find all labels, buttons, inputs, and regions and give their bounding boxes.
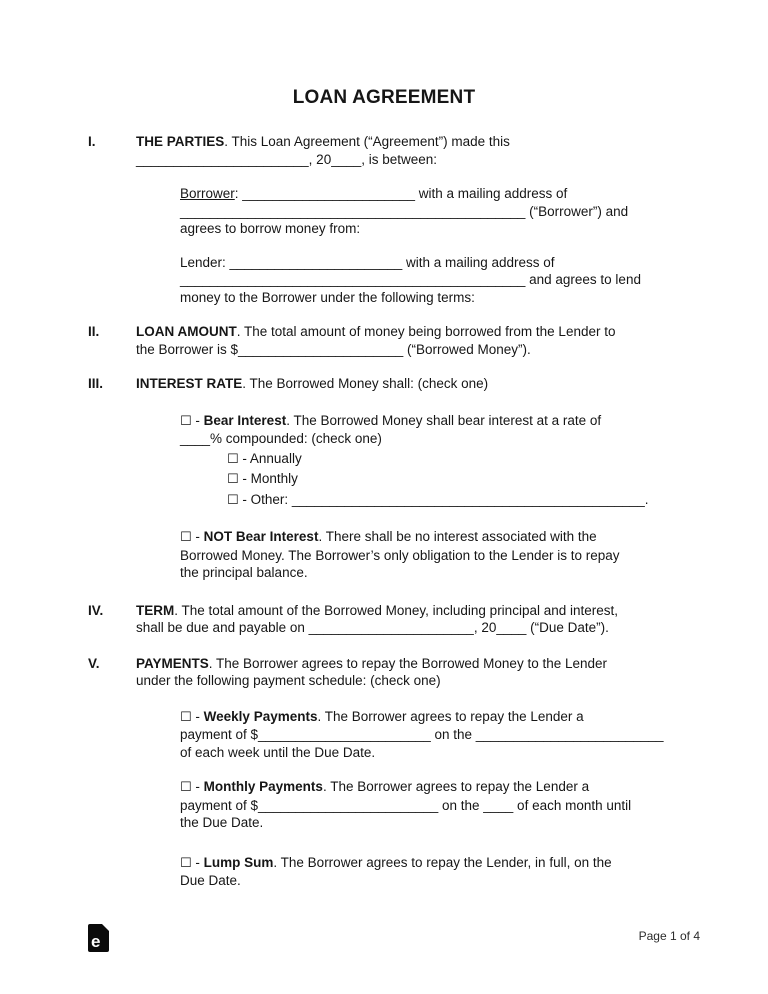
- section-payments-heading: PAYMENTS: [136, 655, 209, 671]
- annually-label: - Annually: [238, 450, 302, 466]
- lump-sum-checkbox[interactable]: ☐: [180, 855, 192, 871]
- interest-rate-text: . The Borrowed Money shall: (check one): [242, 376, 489, 391]
- section-parties-numeral: I.: [88, 134, 96, 149]
- not-bear-interest-line-3: the principal balance.: [180, 565, 308, 580]
- borrower-name-blank-line: : _______________________ with a mailing address of: [234, 186, 568, 201]
- monthly-checkbox[interactable]: ☐: [227, 472, 239, 487]
- other-label-blank-line: - Other: _______________________________________________.: [238, 491, 649, 507]
- monthly-payments-label: Monthly Payments: [203, 779, 323, 794]
- page-indicator: Page 1 of 4: [638, 929, 700, 943]
- loan-amount-text: . The total amount of money being borrowed from the Lender to: [236, 324, 616, 339]
- option-monthly: [227, 470, 680, 489]
- document-title: LOAN AGREEMENT: [292, 87, 476, 108]
- not-bear-interest-text: . There shall be no interest associated with the: [318, 529, 597, 544]
- bear-interest-checkbox[interactable]: ☐: [180, 413, 192, 429]
- weekly-payments-line-3: of each week until the Due Date.: [180, 744, 376, 760]
- bear-interest-option: [180, 412, 680, 510]
- section-parties-heading: THE PARTIES: [136, 134, 225, 149]
- not-bear-interest-label: NOT Bear Interest: [203, 529, 319, 544]
- monthly-payments-option: [180, 778, 680, 832]
- separator: -: [191, 412, 204, 428]
- section-interest-rate-heading: INTEREST RATE: [136, 376, 243, 391]
- lender-clause-line-3: money to the Borrower under the following terms:: [180, 289, 475, 305]
- weekly-payments-checkbox[interactable]: ☐: [180, 709, 192, 725]
- parties-date-blank-line: _______________________, 20____, is between:: [136, 151, 438, 167]
- weekly-payment-blank-line: payment of $_______________________ on the _________________________: [180, 727, 664, 742]
- lender-name-blank-line: Lender: _______________________ with a mailing address of: [180, 254, 555, 270]
- monthly-label: - Monthly: [238, 471, 298, 486]
- bear-interest-label: Bear Interest: [203, 412, 287, 428]
- monthly-payments-text: . The Borrower agrees to repay the Lender a: [322, 779, 590, 794]
- not-bear-interest-checkbox[interactable]: ☐: [180, 530, 192, 545]
- section-parties: [88, 133, 680, 306]
- section-term-heading: TERM: [136, 602, 175, 618]
- annually-checkbox[interactable]: ☐: [227, 451, 239, 467]
- not-bear-interest-line-2: Borrowed Money. The Borrower’s only obligation to the Lender is to repay: [180, 547, 620, 563]
- lump-sum-text: . The Borrower agrees to repay the Lender, in full, on the: [273, 854, 612, 870]
- other-checkbox[interactable]: ☐: [227, 492, 239, 508]
- lender-address-blank-line: ______________________________________________ and agrees to lend: [180, 272, 641, 287]
- term-text: . The total amount of the Borrowed Money, including principal and interest,: [174, 602, 619, 618]
- parties-intro-text: . This Loan Agreement (“Agreement”) made this: [224, 134, 510, 149]
- separator: -: [191, 779, 204, 794]
- section-term: [88, 602, 680, 637]
- section-payments-numeral: V.: [88, 655, 100, 671]
- lump-sum-label: Lump Sum: [203, 854, 274, 870]
- separator: -: [191, 708, 204, 724]
- option-other: [227, 491, 680, 510]
- monthly-payment-blank-line: payment of $________________________ on the ____ of each month until: [180, 797, 632, 813]
- monthly-payments-line-3: the Due Date.: [180, 815, 264, 830]
- borrower-clause-line-3: agrees to borrow money from:: [180, 221, 361, 236]
- lump-sum-option: [180, 854, 680, 890]
- separator: -: [191, 529, 204, 544]
- borrower-clause: [180, 185, 680, 238]
- section-interest-rate: [88, 375, 680, 582]
- option-annually: [227, 450, 680, 469]
- section-interest-rate-numeral: III.: [88, 376, 104, 391]
- not-bear-interest-option: [180, 528, 680, 582]
- payments-line-2: under the following payment schedule: (check one): [136, 673, 441, 688]
- bear-interest-text: . The Borrowed Money shall bear interest at a rate of: [286, 412, 602, 428]
- monthly-payments-checkbox[interactable]: ☐: [180, 780, 192, 795]
- lender-clause: [180, 254, 680, 307]
- payments-text: . The Borrower agrees to repay the Borrowed Money to the Lender: [208, 655, 608, 671]
- borrower-label: Borrower: [180, 186, 235, 201]
- compounding-options: [227, 450, 680, 510]
- weekly-payments-text: . The Borrower agrees to repay the Lender a: [317, 708, 584, 724]
- weekly-payments-label: Weekly Payments: [203, 708, 318, 724]
- borrower-address-blank-line: ______________________________________________ (“Borrower”) and: [180, 203, 629, 219]
- lump-sum-line-2: Due Date.: [180, 873, 241, 888]
- loan-amount-blank-line: the Borrower is $______________________ (“Borrowed Money”).: [136, 341, 531, 357]
- section-term-numeral: IV.: [88, 602, 104, 618]
- eforms-logo-icon: [88, 924, 109, 952]
- due-date-blank-line: shall be due and payable on ______________________, 20____ (“Due Date”).: [136, 620, 609, 635]
- separator: -: [191, 854, 204, 870]
- parties-line-1: [136, 133, 680, 151]
- eforms-logo-letter: e: [91, 932, 101, 951]
- section-loan-amount-numeral: II.: [88, 324, 100, 339]
- interest-rate-blank-line: ____% compounded: (check one): [180, 431, 382, 446]
- section-loan-amount: [88, 323, 680, 358]
- weekly-payments-option: [180, 708, 680, 762]
- section-loan-amount-heading: LOAN AMOUNT: [136, 324, 237, 339]
- section-payments: [88, 655, 680, 890]
